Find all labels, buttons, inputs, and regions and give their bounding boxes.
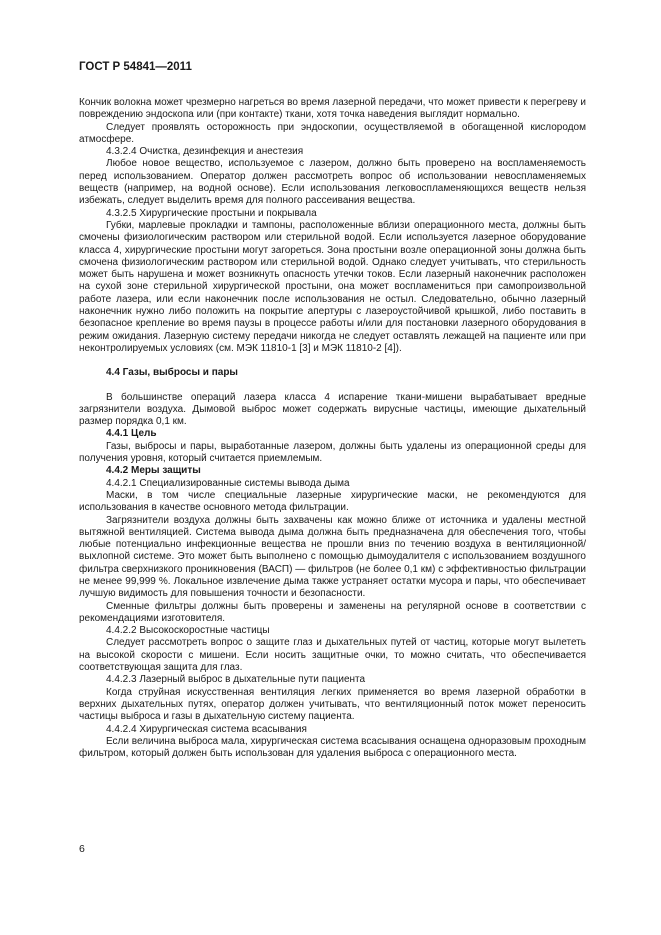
document-body <box>79 97 586 760</box>
document-header: ГОСТ Р 54841—2011 <box>79 61 192 73</box>
section-heading: 4.4 Газы, выбросы и пары <box>106 367 238 379</box>
subsection-title: 4.4.2.1 Специализированные системы вывода дыма <box>106 477 350 489</box>
paragraph: Любое новое вещество, используемое с лазером, должно быть проверено на воспламеняемость перед использованием. Оператор должен рассмотреть вопрос об использовании невоспламеняемых веществ (например, на водной основе). Если использования легковоспламеняющихся веществ нельзя избежать, следует выделить время для полного рассеивания вещества. <box>79 158 586 207</box>
subsection-title: 4.4.2.4 Хирургическая система всасывания <box>106 723 307 735</box>
paragraph: Кончик волокна может чрезмерно нагреться во время лазерной передачи, что может привести к перегреву и повреждению эндоскопа или (при контакте) ткани, хотя точка наведения выглядит нормально. <box>79 97 586 121</box>
paragraph: Если величина выброса мала, хирургическая система всасывания оснащена одноразовым проходным фильтром, который должен быть использован для удаления выброса с операционного места. <box>79 735 586 760</box>
subsection-title: 4.4.2.2 Высокоскоростные частицы <box>106 625 270 637</box>
section-heading: 4.4.2 Меры защиты <box>106 465 201 477</box>
subsection-title: 4.4.2.3 Лазерный выброс в дыхательные пути пациента <box>106 674 366 686</box>
paragraph: Маски, в том числе специальные лазерные хирургические маски, не рекомендуются для использования в качестве основного метода фильтрации. <box>79 489 586 514</box>
paragraph: Загрязнители воздуха должны быть захвачены как можно ближе от источника и удалены местной вытяжной вентиляцией. Система вывода дыма должна быть предназначена для обеспечения того, чтобы любые потенциально инфекционные вещества не прошли вниз по течению воздуха в вентиляционной/выхлопной системе. Это может быть выполнено с помощью дымоудалителя с использованием воздушного фильтра сверхнизкого проникновения (ВАСП) — фильтров (не более 0,1 км) с эффективностью фильтрации не менее 99,999 %. Локальное извлечение дыма также устраняет остатки мусора и пары, что обеспечивает лучшую видимость для повышения точности и безопасности. <box>79 514 586 600</box>
subsection-title: 4.3.2.5 Хирургические простыни и покрывала <box>106 207 317 219</box>
paragraph: Когда струйная искусственная вентиляция легких применяется во время лазерной обработки в верхних дыхательных путях, оператор должен учитывать, что вентиляционный поток может переносить частицы выброса и газы в дыхательную систему пациента. <box>79 686 586 723</box>
paragraph: Следует рассмотреть вопрос о защите глаз и дыхательных путей от частиц, которые могут вылететь на высокой скорости с мишени. Если носить защитные очки, то можно считать, что обеспечивается соответствующая защита для глаз. <box>79 637 586 674</box>
page-number: 6 <box>79 843 85 855</box>
paragraph: Следует проявлять осторожность при эндоскопии, осуществляемой в обогащенной кислородом атмосфере. <box>79 121 586 145</box>
paragraph: Сменные фильтры должны быть проверены и заменены на регулярной основе в соответствии с рекомендациями изготовителя. <box>79 600 586 624</box>
section-heading: 4.4.1 Цель <box>106 428 157 440</box>
paragraph: Губки, марлевые прокладки и тампоны, расположенные вблизи операционного места, должны быть смочены физиологическим раствором или стерильной водой. Если используется лазерное оборудование класса 4, хирургические простыни могут загореться. Зона простыни возле операционной зоны должна быть смочена физиологическим раствором или стерильной водой. Однако следует учитывать, что стерильность может быть нарушена и может возникнуть опасность утечки токов. Если лазерный наконечник расположен на сухой зоне стерильной хирургической простыни, она может воспламениться при самопроизвольной работе лазера, или если наконечник после использования не остыл. Следовательно, обычно лазерный наконечник нужно либо положить на покрытие апертуры с лазероустойчивой крышкой, либо поставить в безопасное крепление во время паузы в процессе работы и/или для постановки лазерного оборудования в режим ожидания. Лазерную систему передачи никогда не следует оставлять лежащей на пациенте или при неконтролируемых условиях (см. МЭК 11810-1 [3] и МЭК 11810-2 [4]). <box>79 219 586 354</box>
paragraph: Газы, выбросы и пары, выработанные лазером, должны быть удалены из операционной среды для получения уровня, который считается приемлемым. <box>79 440 586 465</box>
paragraph: В большинстве операций лазера класса 4 испарение ткани-мишени вырабатывает вредные загрязнители воздуха. Дымовой выброс может содержать вирусные частицы, имеющие дыхательный размер порядка 0,1 км. <box>79 391 586 428</box>
subsection-title: 4.3.2.4 Очистка, дезинфекция и анестезия <box>106 146 304 158</box>
